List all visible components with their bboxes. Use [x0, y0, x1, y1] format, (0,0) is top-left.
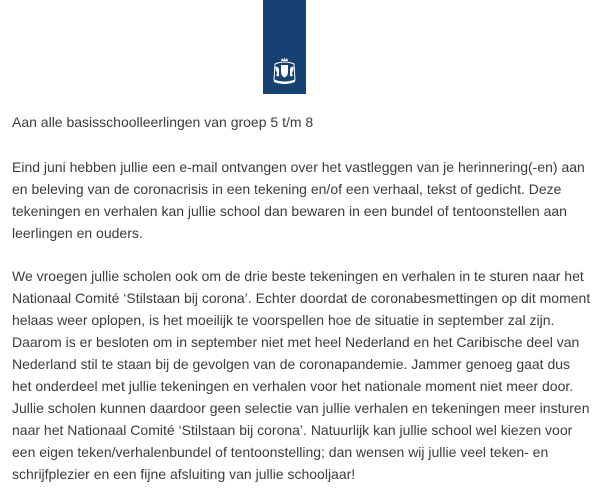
- letter-content: [12, 111, 592, 485]
- paragraph-1: Eind juni hebben jullie een e-mail ontvangen over het vastleggen van je herinnering(-en) aan en beleving van de coronacrisis in een tekening en/of een verhaal, tekst of gedicht. Deze tekeningen en verhalen kan jullie school dan bewaren in een bundel of tentoonstellen aan leerlingen en ouders.: [12, 159, 585, 241]
- greeting: Aan alle basisschoolleerlingen van groep 5 t/m 8: [12, 114, 314, 130]
- government-logo: [263, 0, 306, 94]
- paragraph-2: We vroegen jullie scholen ook om de drie beste tekeningen en verhalen in te sturen naar het Nationaal Comité ‘Stilstaan bij corona’. Echter doordat de coronabesmettingen op dit moment helaas weer oplopen, is het moeilijk te voorspellen hoe de situatie in september zal zijn. Daarom is er besloten om in september niet met heel Nederland en het Caribische deel van Nederland stil te staan bij de gevolgen van de coronapandemie. Jammer genoeg gaat dus het onderdeel met jullie tekeningen en verhalen voor het nationale moment niet meer door. Jullie scholen kunnen daardoor geen selectie van jullie verhalen en tekeningen meer insturen naar het Nationaal Comité ‘Stilstaan bij corona’. Natuurlijk kan jullie school wel kiezen voor een eigen teken/verhalenbundel of tentoonstelling; dan wensen wij jullie veel teken- en schrijfplezier en een fijne afsluiting van jullie schooljaar!: [12, 268, 591, 482]
- coat-of-arms-icon: [269, 56, 300, 86]
